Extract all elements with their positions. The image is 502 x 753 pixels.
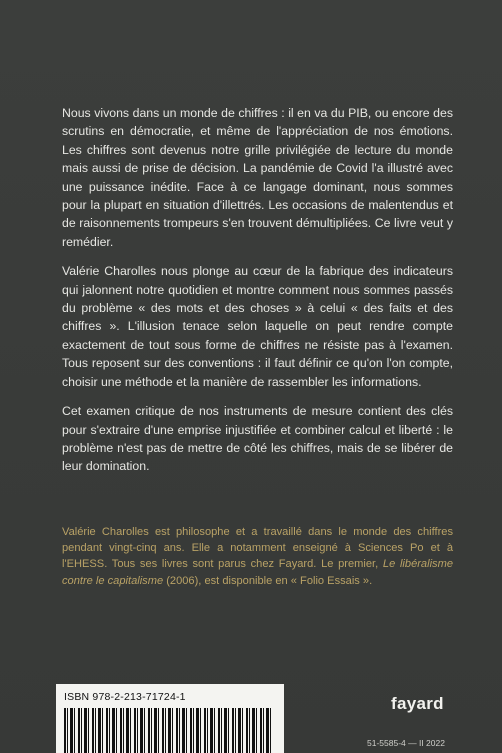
- barcode-icon: [64, 708, 274, 753]
- blurb-paragraph-3: Cet examen critique de nos instruments de mesure contient des clés pour s'extraire d'une emprise injustifiée et combiner calcul et liberté : le problème n'est pas de mettre de côté les chiffres, mais de se libérer de leur domination.: [62, 404, 453, 474]
- author-bio: [62, 524, 453, 589]
- isbn-number: ISBN 978-2-213-71724-1: [64, 691, 186, 703]
- blurb-text: [62, 104, 453, 487]
- blurb-paragraph-2: Valérie Charolles nous plonge au cœur de la fabrique des indicateurs qui jalonnent notre quotidien et montre comment nous sommes passés du problème « des mots et des choses » à celui « des faits et des chiffres ». L'illusion tenace selon laquelle on peut rendre compte exactement de tout sous forme de chiffres ne résiste pas à l'examen. Tous reposent sur des conventions : il faut définir ce qu'on l'on compte, choisir une méthode et la manière de rassembler les informations.: [62, 264, 453, 389]
- barcode-panel: [56, 684, 284, 753]
- author-book-title: Le libéralisme contre le capitalisme: [62, 558, 453, 587]
- author-bio-text-end: (2006), est disponible en « Folio Essais ».: [163, 574, 373, 587]
- publisher-logo: fayard: [391, 694, 444, 713]
- footer-code: 51-5585-4 — II 2022: [367, 738, 445, 748]
- author-bio-text: Valérie Charolles est philosophe et a travaillé dans le monde des chiffres pendant vingt-cinq ans. Elle a notamment enseigné à Sciences Po et à l'EHESS. Tous ses livres sont parus chez Fayard. Le premier,: [62, 526, 453, 571]
- blurb-paragraph-1: Nous vivons dans un monde de chiffres : il en va du PIB, ou encore des scrutins en démocratie, et même de l'appréciation de nos émotions. Les chiffres sont devenus notre grille privilégiée de lecture du monde mais aussi de prise de décision. La pandémie de Covid l'a illustré avec une puissance inédite. Face à ce langage dominant, nous sommes pour la plupart en situation d'illettrés. Les occasions de malentendus et de raisonnements trompeurs s'en trouvent démultipliées. Ce livre veut y remédier.: [62, 106, 453, 249]
